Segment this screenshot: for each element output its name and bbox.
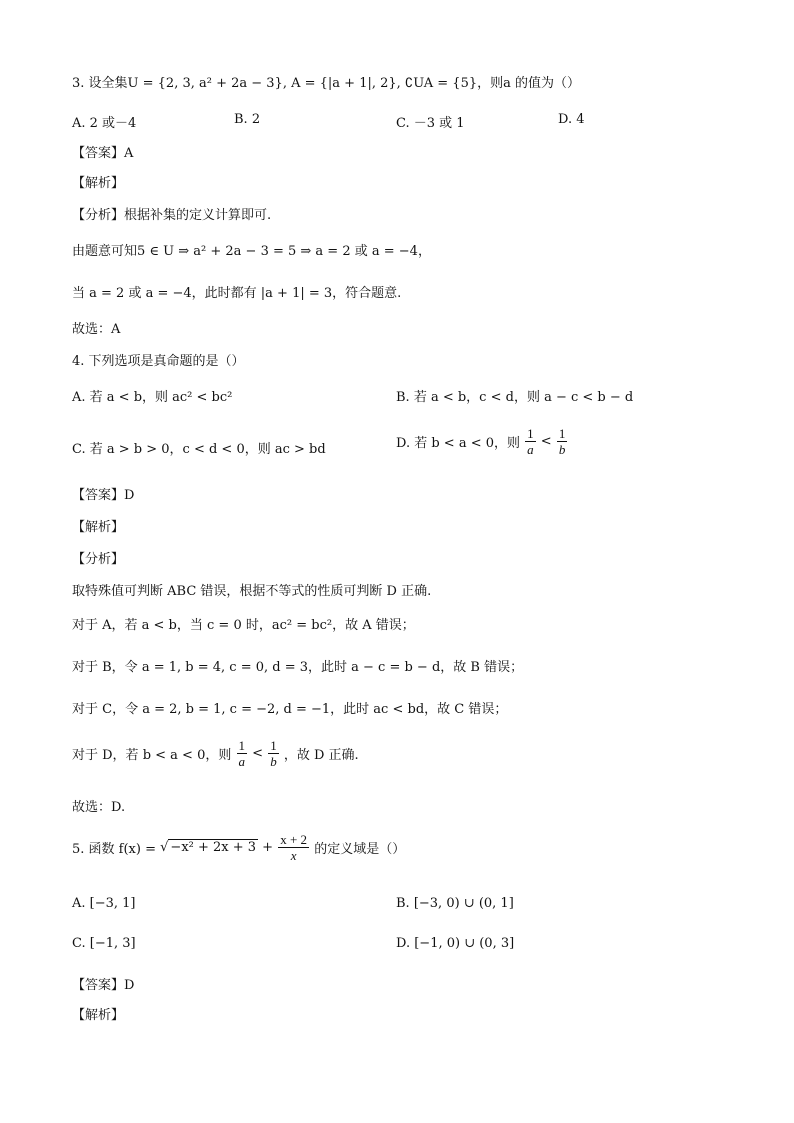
q5-stem-prefix: 5. 函数 f(x) = xyxy=(72,842,161,857)
q3-option-d: D. 4 xyxy=(558,112,585,127)
q3-jiexi-heading: 【解析】 xyxy=(72,176,125,191)
q4-fenxi-heading: 【分析】 xyxy=(72,552,125,567)
q3-answer: 【答案】A xyxy=(72,146,134,161)
q3-option-a: A. 2 或－4 xyxy=(72,116,137,131)
q4-solution-a: 对于 A，若 a < b，当 c = 0 时，ac² = bc²，故 A 错误； xyxy=(72,618,415,633)
q4-solution-b: 对于 B，令 a = 1, b = 4, c = 0, d = 3，此时 a − c = b − d，故 B 错误； xyxy=(72,660,524,675)
q4-analysis: 取特殊值可判断 ABC 错误，根据不等式的性质可判断 D 正确. xyxy=(72,584,432,599)
q4-solution-d-prefix: 对于 D，若 b < a < 0，则 xyxy=(72,748,232,763)
q4-answer: 【答案】D xyxy=(72,488,135,503)
q3-solution-line-2: 当 a = 2 或 a = −4，此时都有 |a + 1| = 3，符合题意. xyxy=(72,286,402,301)
q5-radical-sign: √ xyxy=(160,840,169,855)
q4-solution-d-fraction-1: $\frac{1}{a}$ xyxy=(238,738,245,769)
q3-choose: 故选：A xyxy=(72,322,121,337)
q4-stem: 4. 下列选项是真命题的是（） xyxy=(72,354,245,369)
q4-solution-d xyxy=(72,738,359,769)
q4-option-d-fraction-1: $\frac{1}{a}$ xyxy=(527,426,534,457)
q4-option-d-less-than: < xyxy=(540,434,552,449)
q4-option-a: A. 若 a < b，则 ac² < bc² xyxy=(72,390,233,405)
q4-jiexi-heading: 【解析】 xyxy=(72,520,125,535)
q4-solution-d-fraction-2: $\frac{1}{b}$ xyxy=(270,738,277,769)
q5-option-c: C. [−1, 3] xyxy=(72,936,136,951)
q4-choose: 故选：D. xyxy=(72,800,126,815)
q4-solution-d-less-than: < xyxy=(252,746,264,761)
q5-answer: 【答案】D xyxy=(72,978,135,993)
q3-fenxi: 【分析】根据补集的定义计算即可. xyxy=(72,208,272,223)
q5-radicand: −x² + 2x + 3 xyxy=(170,840,257,855)
q3-option-c: C. －3 或 1 xyxy=(396,116,465,131)
q5-option-b: B. [−3, 0) ∪ (0, 1] xyxy=(396,896,514,911)
q5-option-d: D. [−1, 0) ∪ (0, 3] xyxy=(396,936,515,951)
q3-stem: 3. 设全集U = {2, 3, a² + 2a − 3}, A = {|a + 1|, 2}, ∁UA = {5}，则a 的值为（） xyxy=(72,76,580,91)
q4-option-d xyxy=(396,426,568,457)
q4-solution-c: 对于 C，令 a = 2, b = 1, c = −2, d = −1，此时 ac < bd，故 C 错误； xyxy=(72,702,508,717)
q5-stem xyxy=(72,832,405,863)
q5-plus: + xyxy=(258,840,278,855)
q5-option-a: A. [−3, 1] xyxy=(72,896,136,911)
q4-option-b: B. 若 a < b，c < d，则 a − c < b − d xyxy=(396,390,634,405)
q5-stem-fraction: $\frac{x + 2}{x}$ xyxy=(280,832,308,863)
q4-solution-d-suffix: ，故 D 正确. xyxy=(283,748,359,763)
q4-option-d-fraction-2: $\frac{1}{b}$ xyxy=(558,426,566,457)
q5-jiexi-heading: 【解析】 xyxy=(72,1008,125,1023)
q5-stem-suffix: 的定义域是（） xyxy=(314,842,406,857)
q4-option-c: C. 若 a > b > 0，c < d < 0，则 ac > bd xyxy=(72,442,326,457)
q4-option-d-prefix: D. 若 b < a < 0，则 xyxy=(396,436,521,451)
q3-solution-line-1: 由题意可知5 ∈ U ⇒ a² + 2a − 3 = 5 ⇒ a = 2 或 a = −4， xyxy=(72,244,431,259)
q3-option-b: B. 2 xyxy=(234,112,261,127)
